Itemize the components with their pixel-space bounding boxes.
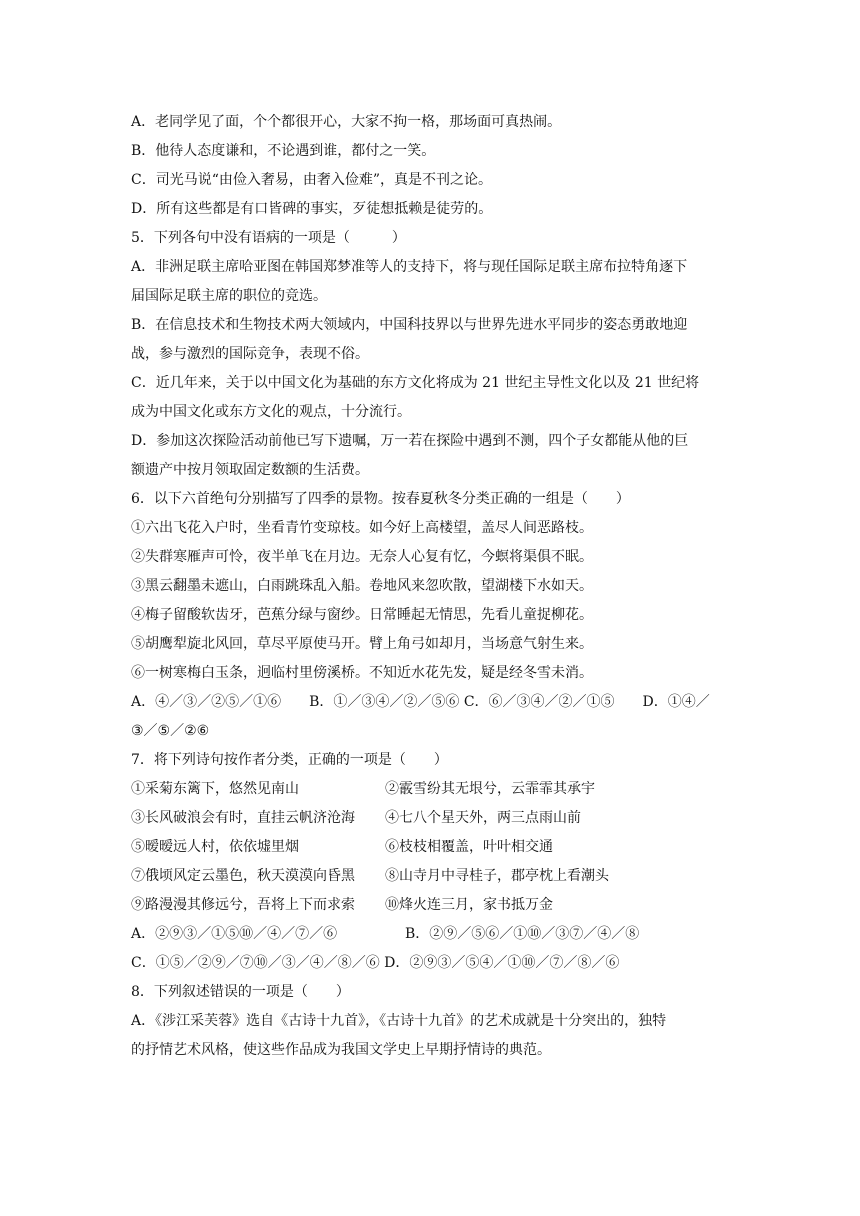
q7-options-row bbox=[131, 920, 741, 949]
q5-line: 额遗产中按月领取固定数额的生活费。 bbox=[131, 462, 369, 478]
q7-verse-row bbox=[131, 891, 741, 920]
exam-content bbox=[131, 108, 741, 1065]
q7-verse: ⑩烽火连三月，家书抵万金 bbox=[385, 897, 553, 913]
q7-verse: ①采菊东篱下，悠然见南山 bbox=[131, 781, 299, 797]
q5-line: 届国际足联主席的职位的竞选。 bbox=[131, 288, 327, 304]
q7-options-cd: C．①⑤／②⑨／⑦⑩／③／④／⑧／⑥ D．②⑨③／⑤④／①⑩／⑦／⑧／⑥ bbox=[131, 955, 620, 971]
q5-line: C．近几年来，关于以中国文化为基础的东方文化将成为 21 世纪主导性文化以及 21 世纪将 bbox=[131, 375, 700, 391]
q7-verse-row bbox=[131, 804, 741, 833]
q4-option-a: A．老同学见了面，个个都很开心，大家不拘一格，那场面可真热闹。 bbox=[131, 114, 562, 130]
q7-verse-row bbox=[131, 775, 741, 804]
q6-poem: ③黑云翻墨未遮山，白雨跳珠乱入船。卷地风来忽吹散，望湖楼下水如天。 bbox=[131, 578, 593, 594]
q4-option-b: B．他待人态度谦和，不论遇到谁，都付之一笑。 bbox=[131, 143, 436, 159]
q5-line: 战，参与激烈的国际竞争，表现不俗。 bbox=[131, 346, 369, 362]
q5-line: D．参加这次探险活动前他已写下遗嘱，万一若在探险中遇到不测，四个子女都能从他的巨 bbox=[131, 433, 689, 449]
q7-verse: ⑤暧暧远人村，依依墟里烟 bbox=[131, 839, 299, 855]
q7-option-b: B．②⑨／⑤⑥／①⑩／③⑦／④／⑧ bbox=[405, 926, 640, 942]
q7-verse: ④七八个星天外，两三点雨山前 bbox=[385, 810, 581, 826]
q8-stem: 8．下列叙述错误的一项是（ ） bbox=[131, 984, 350, 1000]
q8-line: A．《涉江采芙蓉》选自《古诗十九首》，《古诗十九首》的艺术成就是十分突出的，独特 bbox=[131, 1013, 667, 1029]
q7-verse: ②霰雪纷其无垠兮，云霏霏其承宇 bbox=[385, 781, 595, 797]
q7-verse-row bbox=[131, 833, 741, 862]
q5-line: 成为中国文化或东方文化的观点，十分流行。 bbox=[131, 404, 411, 420]
q6-answer-options: ③／⑤／②⑥ bbox=[131, 723, 210, 739]
q6-poem: ⑤胡鹰犁旋北风回，草尽平原使马开。臂上角弓如却月，当场意气射生来。 bbox=[131, 636, 593, 652]
q7-verse: ⑧山寺月中寻桂子，郡亭枕上看潮头 bbox=[385, 868, 609, 884]
q5-line: B．在信息技术和生物技术两大领域内，中国科技界以与世界先进水平同步的姿态勇敢地迎 bbox=[131, 317, 688, 333]
q7-verse-row bbox=[131, 862, 741, 891]
q7-verse: ⑨路漫漫其修远兮，吾将上下而求索 bbox=[131, 897, 355, 913]
q6-stem: 6．以下六首绝句分别描写了四季的景物。按春夏秋冬分类正确的一组是（ ） bbox=[131, 491, 630, 507]
q6-poem: ②失群寒雁声可怜，夜半单飞在月边。无奈人心复有忆，今螟将渠俱不眠。 bbox=[131, 549, 593, 565]
q5-stem: 5．下列各句中没有语病的一项是（ ） bbox=[131, 230, 406, 246]
q4-option-d: D．所有这些都是有口皆碑的事实，歹徒想抵赖是徒劳的。 bbox=[131, 201, 493, 217]
q4-option-c: C．司光马说“由俭入奢易，由奢入俭难”，真是不刊之论。 bbox=[131, 172, 493, 188]
q7-verse: ⑥枝枝相覆盖，叶叶相交通 bbox=[385, 839, 553, 855]
q6-poem: ①六出飞花入户时，坐看青竹变琼枝。如今好上高楼望，盖尽人间恶路枝。 bbox=[131, 520, 593, 536]
q6-poem: ⑥一树寒梅白玉条，迥临村里傍溪桥。不知近水花先发，疑是经冬雪未消。 bbox=[131, 665, 593, 681]
q6-answer-options: A．④／③／②⑤／①⑥ B．①／③④／②／⑤⑥ C．⑥／③④／②／①⑤ D．①④／ bbox=[131, 694, 710, 710]
q7-verse: ③长风破浪会有时，直挂云帆济沧海 bbox=[131, 810, 355, 826]
q6-poem: ④梅子留酸软齿牙，芭蕉分绿与窗纱。日常睡起无情思，先看儿童捉柳花。 bbox=[131, 607, 593, 623]
q7-option-a: A．②⑨③／①⑤⑩／④／⑦／⑥ bbox=[131, 926, 338, 942]
q7-verse: ⑦俄顷风定云墨色，秋天漠漠向昏黑 bbox=[131, 868, 355, 884]
q5-line: A．非洲足联主席哈亚图在韩国郑梦准等人的支持下，将与现任国际足联主席布拉特角逐下 bbox=[131, 259, 688, 275]
q7-stem: 7．将下列诗句按作者分类，正确的一项是（ ） bbox=[131, 752, 448, 768]
q8-line: 的抒情艺术风格，使这些作品成为我国文学史上早期抒情诗的典范。 bbox=[131, 1042, 551, 1058]
